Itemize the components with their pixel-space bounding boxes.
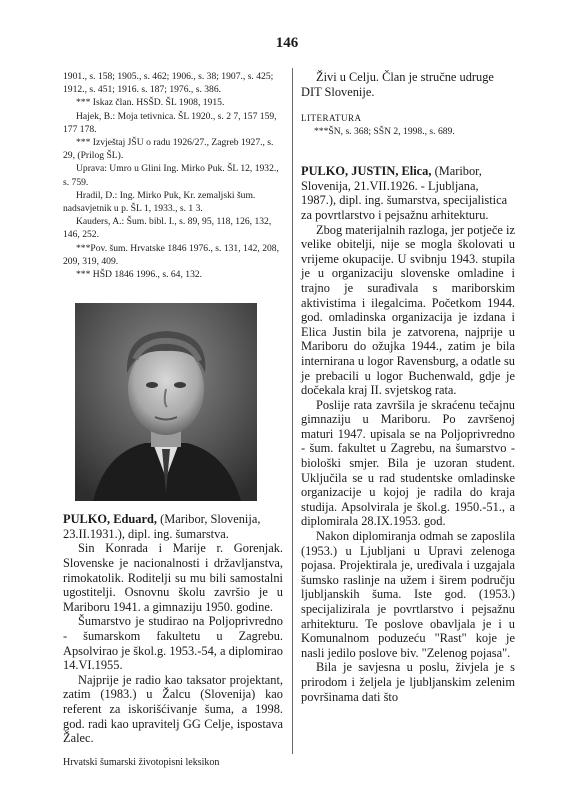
portrait-photo xyxy=(75,303,257,501)
left-column xyxy=(63,70,283,746)
bio-paragraph: Bila je savjesna u poslu, živjela je s prirodom i željela je ljubljanskim zelenim površinama dati što xyxy=(301,660,515,704)
bio-name: PULKO, Eduard, xyxy=(63,512,157,527)
bio-paragraph: Sin Konrada i Marije r. Gorenjak. Slovenske je nacionalnosti i državljanstva, rimokatolik. Roditelji su mu bili samostalni ugostitelji. Osnovnu školu završio je u Mariboru 1941. a gimnaziju 1950. godine. xyxy=(63,541,283,614)
bio-paragraph: Poslije rata završila je skraćenu tečajnu gimnaziju u Mariboru. Po završenoj maturi 1947. upisala se na Poljoprivredno - šum. fakultet u Zagrebu, na šumarstvo - biološki smjer. Bila je uzoran student. Uključila se u rad studentske omladinske organizacije u kojoj je radila do kraja studija. Apsolvirala je škol.g. 1950.-51., a diplomirala 28.IX.1953. god. xyxy=(301,397,515,529)
reference-item: Kauders, A.: Šum. bibl. I., s. 89, 95, 118, 126, 132, 146, 252. xyxy=(63,216,272,241)
bio-body-eduard xyxy=(63,541,283,745)
bio-paragraph: Nakon diplomiranja odmah se zaposlila (1953.) u Ljubljani u Upravi zelenoga pojasa. Projektirala je, uređivala i uzgajala šumsko raslinje na užem i širem području ljubljanskih šuma. Iste god. (1953.) specijalizirala je povrtlarstvo i pejsažnu arhitekturu. Te poslove obavljala je i u Komunalnom poduzeću "Rast" koje je nasli jedilo poslove biv. "Zelenog pojasa". xyxy=(301,529,515,660)
literature-label: LITERATURA xyxy=(301,113,362,124)
bio-continuation xyxy=(301,70,515,99)
reference-item: *** Izvještaj JŠU o radu 1926/27., Zagreb 1927., s. 29, (Prilog ŠL). xyxy=(63,137,274,162)
bio-paragraph: Zbog materijalnih razloga, jer potječe iz velike obitelji, nije se mogla školovati u vrijeme okupacije. U svibnju 1943. stupila je u organizaciju slovenske omladine i trajno je surađivala s mariborskim aktivistima i ilegalcima. Početkom 1944. god. omladinska organizacija je izdana i Elica Justin bila je zatvorena, najprije u Mariboru do ožujka 1944., zatim je bila internirana u logor Ravensburg, a odatle su je prebacili u logor Buchenwald, gdje je dočekala kraj II. svjetskog rata. xyxy=(301,222,515,398)
bio-paragraph: Najprije je radio kao taksator projektant, zatim (1983.) u Žalcu (Slovenija) kao referent za iskorišćivanje šuma, a 1998. god. radi kao upravitelj GG Celje, ispostava Žalec. xyxy=(63,672,283,746)
reference-item: 1901., s. 158; 1905., s. 462; 1906., s. 38; 1907., s. 425; 1912., s. 451; 1916. s. 187; 1976., s. 386. xyxy=(63,71,274,96)
reference-item: *** HŠD 1846 1996., s. 64, 132. xyxy=(76,269,203,281)
footer-title: Hrvatski šumarski životopisni leksikon xyxy=(63,757,220,768)
bio-paragraph: Živi u Celju. Član je stručne udruge DIT Slovenije. xyxy=(301,70,494,99)
bio-intro: (Maribor, Slovenija, 23.II.1931.), dipl. ing. šumarstva. xyxy=(63,512,261,541)
bio-heading-eduard xyxy=(63,512,283,541)
reference-item: *** Iskaz član. HSŠD. ŠL 1908, 1915. xyxy=(76,97,225,109)
literature-text: ***ŠN, s. 368; SŠN 2, 1998., s. 689. xyxy=(314,126,455,138)
bio-name: PULKO, JUSTIN, Elica, xyxy=(301,164,432,179)
bio-heading-elica xyxy=(301,164,515,222)
bio-paragraph: Šumarstvo je studirao na Poljoprivredno - šumarskom fakultetu u Zagrebu. Apsolvirao je škol.g. 1953.-54, a diplomirao 14.VI.1955. xyxy=(63,614,283,673)
reference-item: ***Pov. šum. Hrvatske 1846 1976., s. 131, 142, 208, 209, 319, 409. xyxy=(63,242,279,267)
reference-item: Hradil, D.: Ing. Mirko Puk, Kr. zemaljski šum. nadsavjetnik u p. ŠL 1, 1933., s. 1 3. xyxy=(63,189,256,215)
reference-item: Uprava: Umro u Glini Ing. Mirko Puk. ŠL 12, 1932., s. 759. xyxy=(63,163,279,188)
right-column xyxy=(301,70,515,704)
bio-intro: (Maribor, Slovenija, 21.VII.1926. - Ljubljana, 1987.), dipl. ing. šumarstva, specijalistica za povrtlarstvo i pejsažnu arhitekturu. xyxy=(301,164,508,222)
reference-list xyxy=(63,70,283,281)
page-number: 146 xyxy=(275,35,299,51)
column-divider xyxy=(292,68,293,754)
reference-item: Hajek, B.: Moja tetivnica. ŠL 1920., s. 2 7, 157 159, 177 178. xyxy=(63,110,277,135)
bio-body-elica xyxy=(301,223,515,705)
